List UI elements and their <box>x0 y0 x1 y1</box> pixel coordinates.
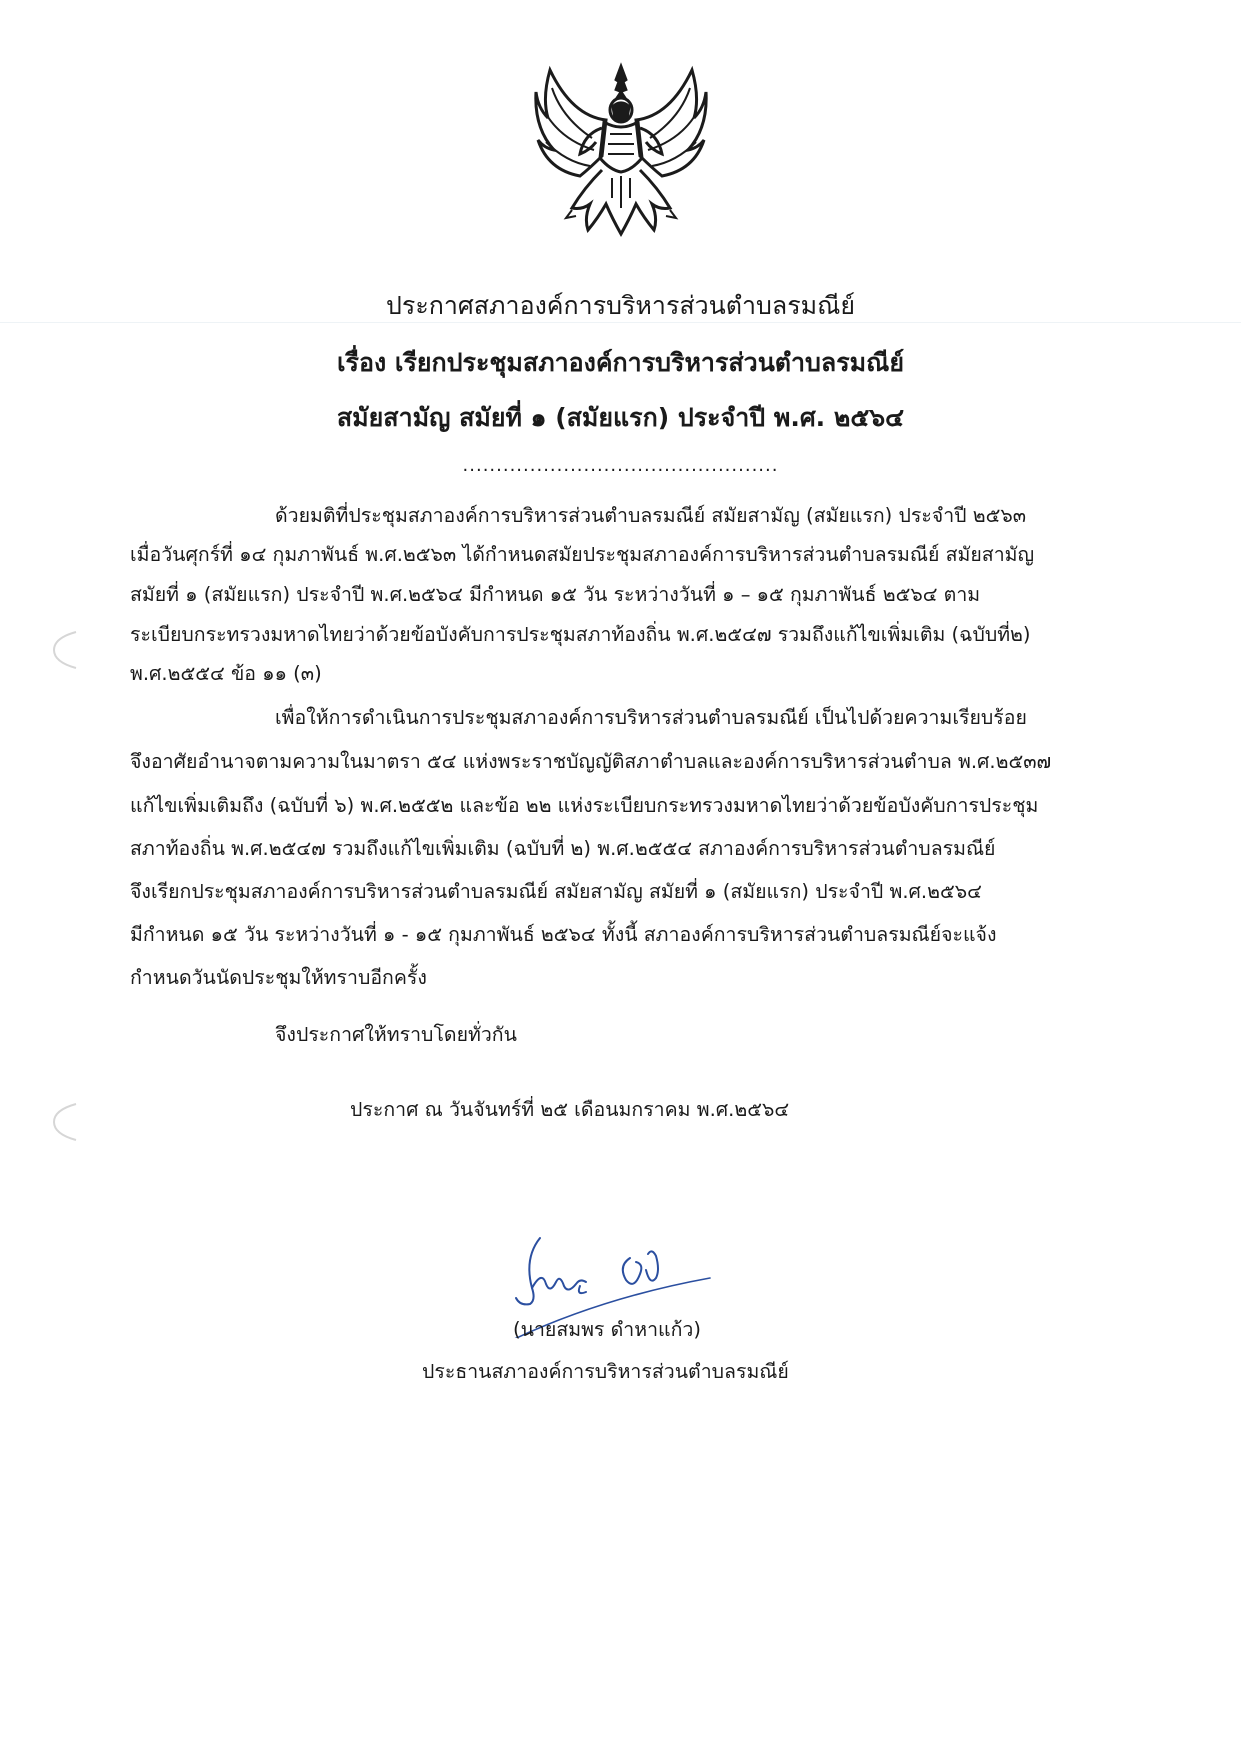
paragraph-2-line: มีกำหนด ๑๕ วัน ระหว่างวันที่ ๑ - ๑๕ กุมภาพันธ์ ๒๕๖๔ ทั้งนี้ สภาองค์การบริหารส่วนตำบลรมณีย์จะแจ้ง <box>130 923 997 946</box>
announcement-date: ประกาศ ณ วันจันทร์ที่ ๒๕ เดือนมกราคม พ.ศ.๒๕๖๔ <box>350 1098 790 1121</box>
paragraph-1-line: พ.ศ.๒๕๕๔ ข้อ ๑๑ (๓) <box>130 662 322 685</box>
announcement-subject: เรื่อง เรียกประชุมสภาองค์การบริหารส่วนตำบลรมณีย์ <box>337 348 904 377</box>
paragraph-2-line: แก้ไขเพิ่มเติมถึง (ฉบับที่ ๖) พ.ศ.๒๕๕๒ และข้อ ๒๒ แห่งระเบียบกระทรวงมหาดไทยว่าด้วยข้อบังคับการประชุม <box>130 794 1039 817</box>
paragraph-1-line: เมื่อวันศุกร์ที่ ๑๔ กุมภาพันธ์ พ.ศ.๒๕๖๓ ได้กำหนดสมัยประชุมสภาองค์การบริหารส่วนตำบลรมณีย์ สมัยสามัญ <box>130 543 1035 566</box>
punch-hole-mark <box>48 1100 82 1144</box>
punch-hole-mark <box>48 628 82 672</box>
paragraph-2-line: เพื่อให้การดำเนินการประชุมสภาองค์การบริหารส่วนตำบลรมณีย์ เป็นไปด้วยความเรียบร้อย <box>275 706 1027 729</box>
paragraph-2-line: จึงอาศัยอำนาจตามความในมาตรา ๕๔ แห่งพระราชบัญญัติสภาตำบลและองค์การบริหารส่วนตำบล พ.ศ.๒๕๓๗ <box>130 750 1052 773</box>
paragraph-1-line: ด้วยมติที่ประชุมสภาองค์การบริหารส่วนตำบลรมณีย์ สมัยสามัญ (สมัยแรก) ประจำปี ๒๕๖๓ <box>275 504 1027 527</box>
paragraph-2-line: กำหนดวันนัดประชุมให้ทราบอีกครั้ง <box>130 966 427 989</box>
paragraph-1-line: สมัยที่ ๑ (สมัยแรก) ประจำปี พ.ศ.๒๕๖๔ มีกำหนด ๑๕ วัน ระหว่างวันที่ ๑ – ๑๕ กุมภาพันธ์ ๒๕๖๔ ตาม <box>130 583 981 606</box>
paragraph-2-line: จึงเรียกประชุมสภาองค์การบริหารส่วนตำบลรมณีย์ สมัยสามัญ สมัยที่ ๑ (สมัยแรก) ประจำปี พ.ศ.๒๕๖๔ <box>130 880 982 903</box>
paragraph-2-line: สภาท้องถิ่น พ.ศ.๒๕๔๗ รวมถึงแก้ไขเพิ่มเติม (ฉบับที่ ๒) พ.ศ.๒๕๕๔ สภาองค์การบริหารส่วนตำบลรมณีย์ <box>130 837 996 860</box>
signatory-position: ประธานสภาองค์การบริหารส่วนตำบลรมณีย์ <box>422 1360 789 1383</box>
garuda-emblem-icon <box>532 58 710 248</box>
announcement-title: ประกาศสภาองค์การบริหารส่วนตำบลรมณีย์ <box>386 291 855 320</box>
paragraph-1-line: ระเบียบกระทรวงมหาดไทยว่าด้วยข้อบังคับการประชุมสภาท้องถิ่น พ.ศ.๒๕๔๗ รวมถึงแก้ไขเพิ่มเติม (ฉบับที่๒) <box>130 623 1031 646</box>
closing-statement: จึงประกาศให้ทราบโดยทั่วกัน <box>275 1023 517 1046</box>
dotted-separator: ............................................... <box>462 455 779 476</box>
announcement-session: สมัยสามัญ สมัยที่ ๑ (สมัยแรก) ประจำปี พ.ศ. ๒๕๖๔ <box>336 403 905 432</box>
signatory-name: (นายสมพร ดำหาแก้ว) <box>513 1318 701 1341</box>
